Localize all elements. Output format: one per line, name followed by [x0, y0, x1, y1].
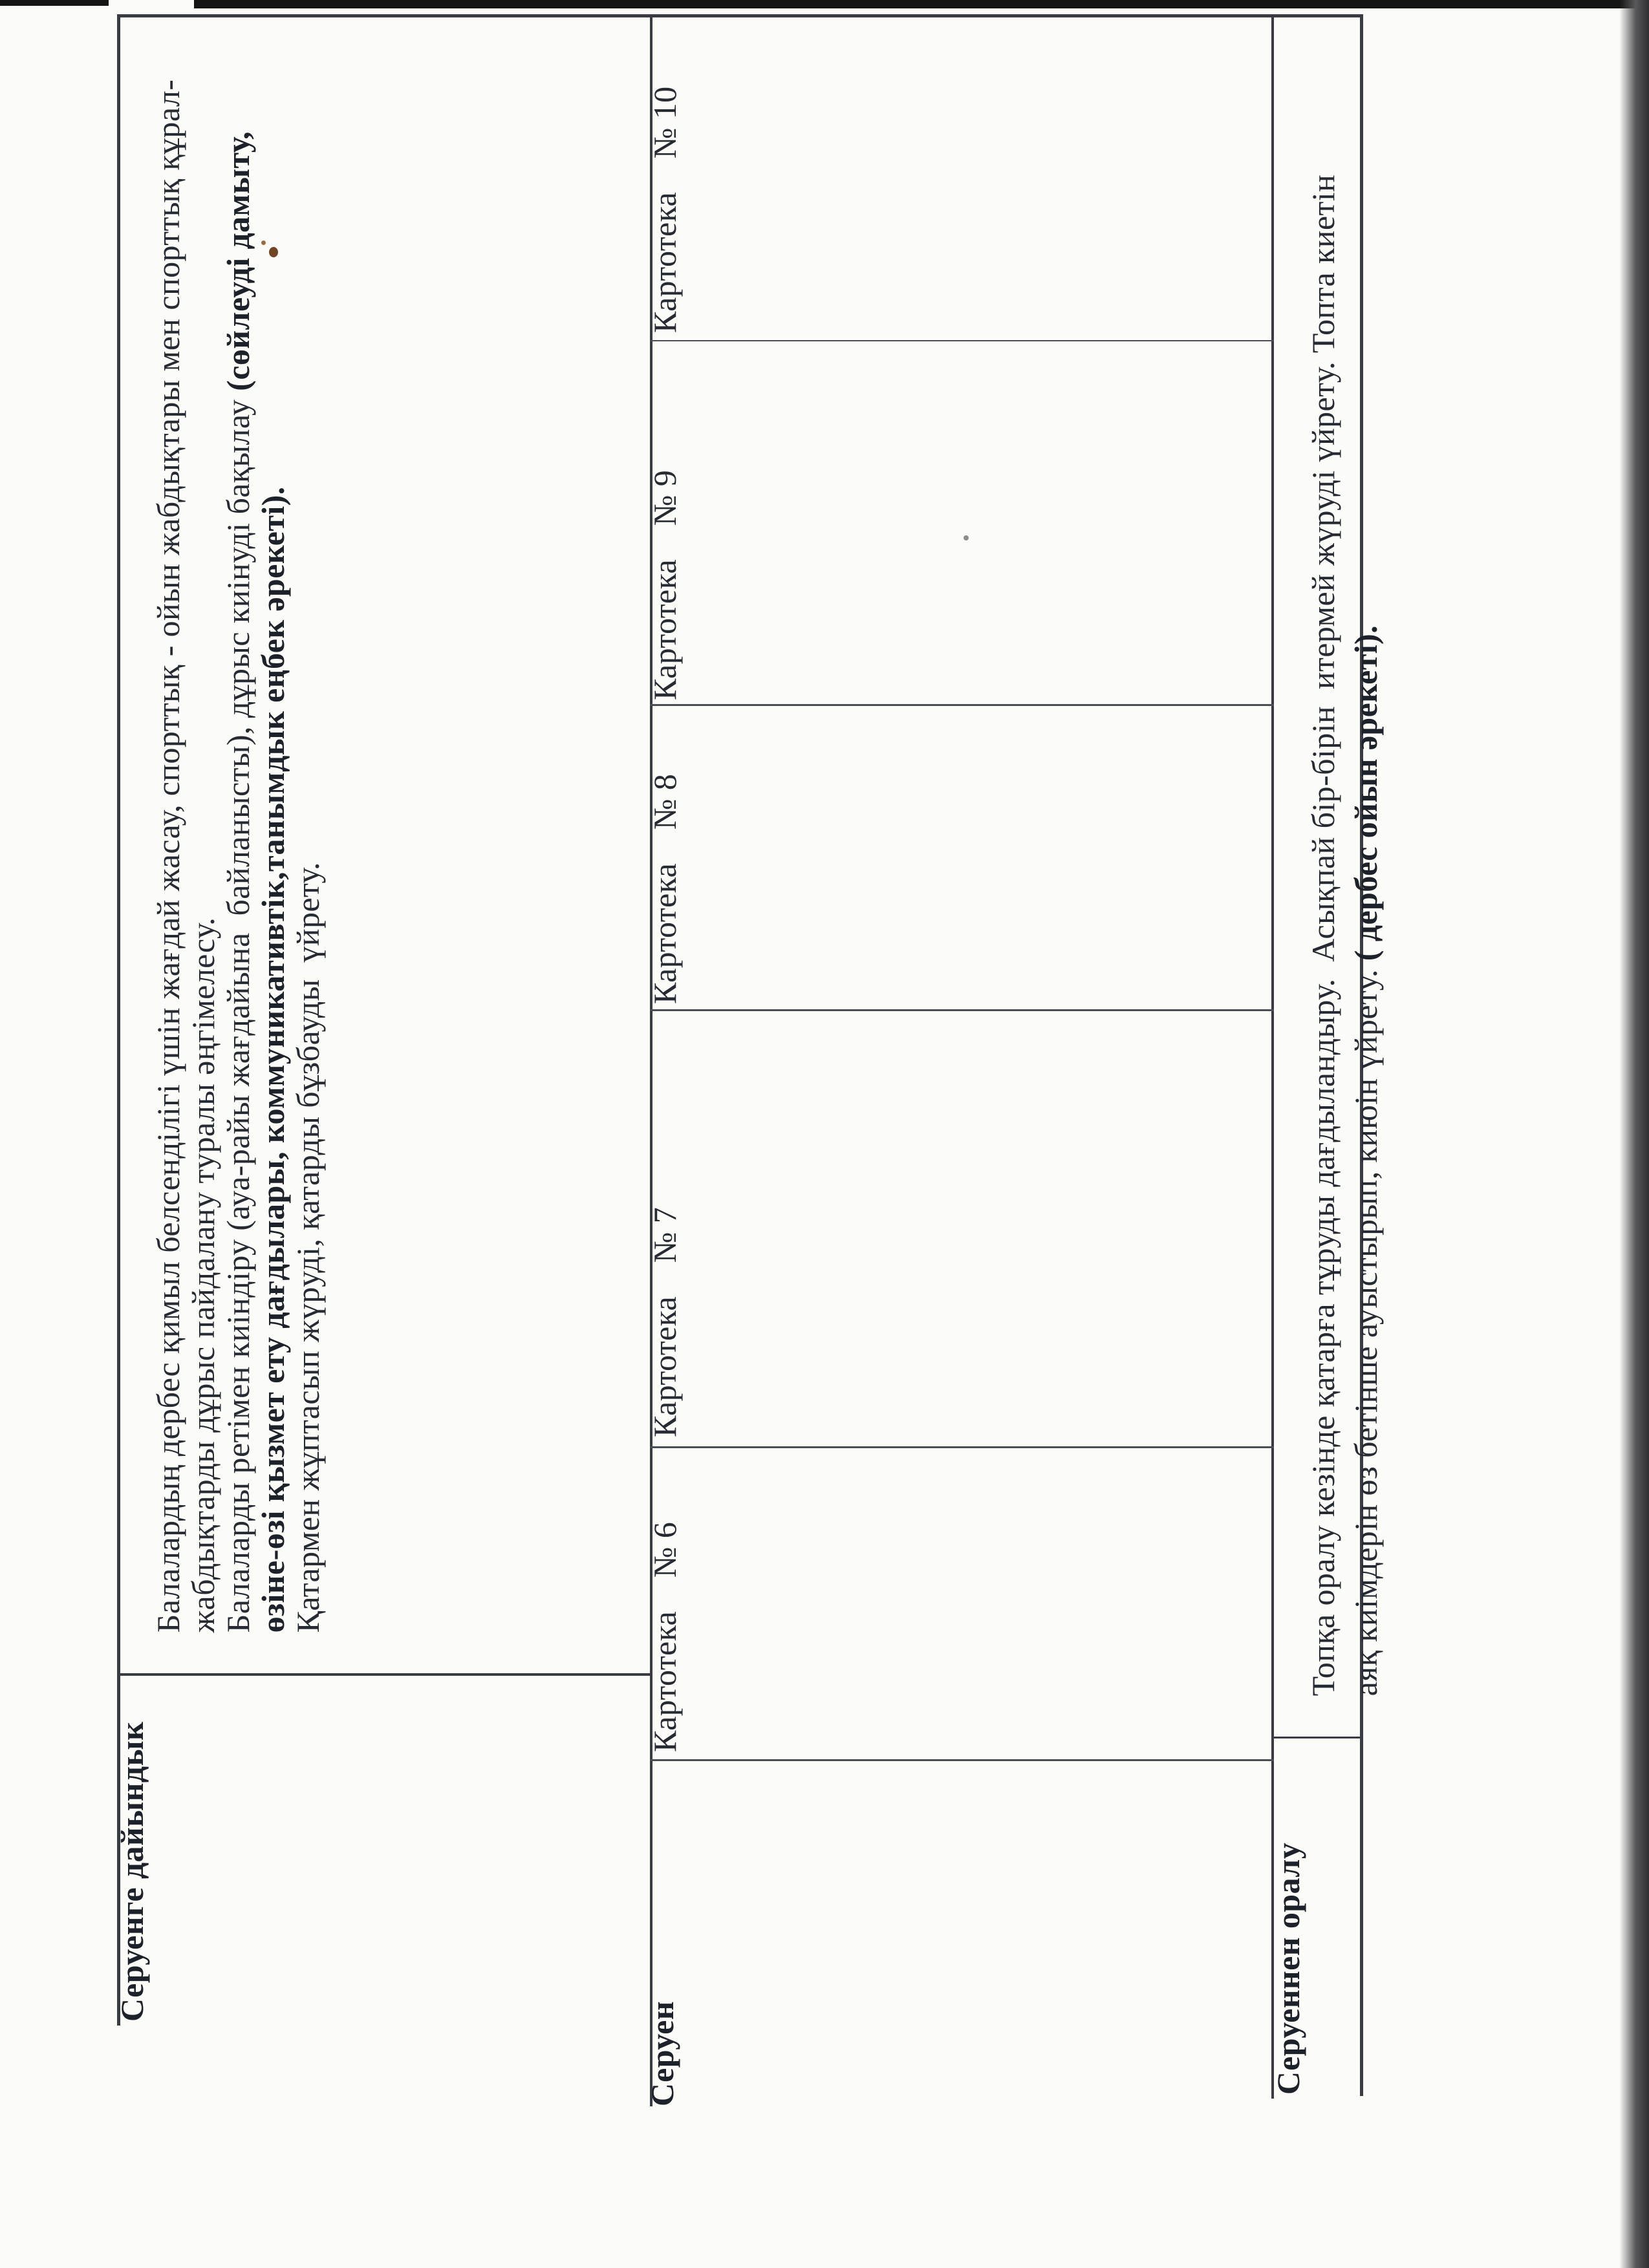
- row1-label: Серуенге дайындык: [114, 1721, 150, 2022]
- scan-edge-right-shadow: [1619, 0, 1649, 2268]
- line-text: Балаларды ретімен киіндіру (ауа-райы жағдайына байланысты), дұрыс киінуді бақылау: [220, 390, 256, 1633]
- table-border-right: [117, 14, 1363, 17]
- line-text-bold: ( дербес ойын әрекеті).: [1348, 625, 1384, 961]
- card-separator-7-8: [650, 1009, 1274, 1011]
- card-label-8: Картотека № 8: [647, 773, 683, 1004]
- row1-paragraph-line-5: [253, 862, 362, 1666]
- row3-label-separator: [1271, 1737, 1361, 1738]
- line-text: жабдықтарды дұрыс пайдалану туралы әңгімелесу.: [185, 917, 221, 1633]
- row3-line-2: [1311, 625, 1420, 1729]
- line-text: Қатармен жұптасып жүруді, қатарды бұзбауды үйрету.: [290, 862, 326, 1633]
- scan-edge-top-left-segment: [0, 0, 109, 6]
- row2-label: Серуен: [644, 2001, 680, 2106]
- card-separator-8-9: [650, 704, 1274, 706]
- card-label-10: Картотека № 10: [647, 86, 683, 333]
- row2-label-separator: [650, 1759, 1274, 1761]
- row1-label-separator: [117, 1673, 652, 1676]
- line-text: Балалардың дербес қимыл белсенділігі үшін жағдай жасау, спорттық - ойын жабдықтары мен спорттық құрал-: [150, 79, 186, 1633]
- card-separator-9-10: [650, 340, 1274, 341]
- row3-label: Серуеннен оралу: [1270, 1842, 1306, 2095]
- card-separator-6-7: [650, 1446, 1274, 1448]
- line-text: Топқа оралу кезінде қатарға тұруды дағдыландыру. Асықпай бір-бірін итермей жүруді үйрету. Топта киетін: [1305, 174, 1341, 1696]
- line-text: аяқ киімдерін өз бетінше ауыстырып, киюін үйрету.: [1348, 961, 1384, 1696]
- gray-speck: [964, 535, 969, 540]
- card-label-6: Картотека № 6: [647, 1521, 683, 1752]
- ink-speck-small: [261, 241, 266, 245]
- card-label-7: Картотека № 7: [647, 1206, 683, 1437]
- card-label-9: Картотека № 9: [647, 469, 683, 700]
- line-text-bold: өзіне-өзі қызмет ету дағдылары, коммуникативтік,танымдык еңбек әрекеті).: [255, 486, 291, 1633]
- scan-edge-top-right-segment: [194, 0, 1649, 8]
- line-text-bold: (сөйлеуді дамыту,: [220, 131, 256, 391]
- ink-speck-large: [269, 247, 278, 257]
